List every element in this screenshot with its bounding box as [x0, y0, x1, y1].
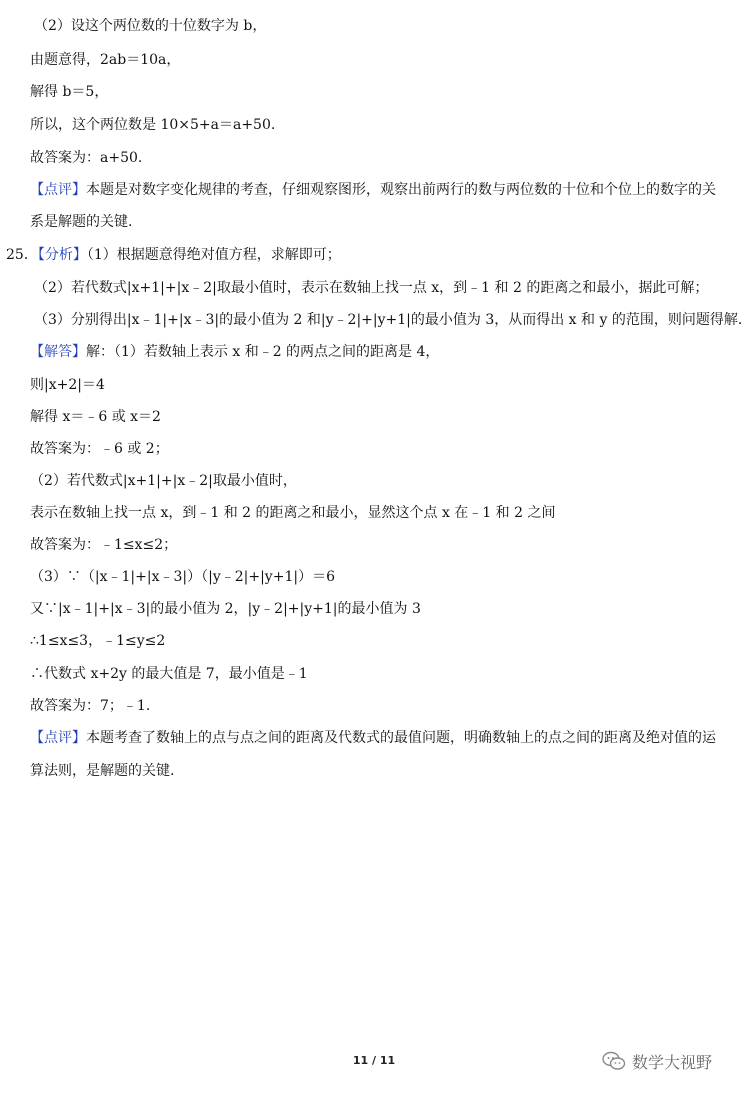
text-line: ∴1≤x≤3，﹣1≤y≤2 — [30, 633, 166, 649]
comment-tag: 【点评】 — [30, 182, 86, 198]
text-line: 本题是对数字变化规律的考查，仔细观察图形，观察出前两行的数与两位数的十位和个位上的数字的关 — [86, 182, 716, 198]
text-line: 则|x+2|＝4 — [30, 377, 105, 393]
text-line: （2）若代数式|x+1|+|x﹣2|取最小值时， — [30, 473, 297, 489]
text-line: 系是解题的关键. — [30, 214, 133, 230]
text-line: 解得 b＝5， — [30, 84, 109, 100]
text-line: 由题意得，2ab＝10a， — [30, 52, 181, 68]
text-line: 算法则，是解题的关键. — [30, 763, 175, 779]
text-line: （3）分别得出|x﹣1|+|x﹣3|的最小值为 2 和|y﹣2|+|y+1|的最小值为 3，从而得出 x 和 y 的范围，则问题得解. — [34, 312, 743, 328]
comment-tag: 【点评】 — [30, 730, 86, 746]
solution-paragraph — [30, 342, 439, 362]
watermark-text: 数学大视野 — [632, 1052, 713, 1072]
text-line: 表示在数轴上找一点 x，到﹣1 和 2 的距离之和最小，显然这个点 x 在﹣1 和 2 之间 — [30, 505, 556, 521]
analysis-tag: 【分析】 — [37, 247, 87, 263]
text-line: ∴代数式 x+2y 的最大值是 7，最小值是﹣1 — [30, 666, 308, 682]
text-line: （2）设这个两位数的十位数字为 b， — [34, 18, 267, 34]
comment-paragraph — [30, 180, 716, 200]
solution-tag: 【解答】 — [30, 344, 86, 360]
text-line: 解得 x＝﹣6 或 x＝2 — [30, 409, 161, 425]
text-line: 故答案为：﹣1≤x≤2； — [30, 537, 178, 553]
question-number: 25． — [6, 247, 38, 263]
text-line: 又∵|x﹣1|+|x﹣3|的最小值为 2，|y﹣2|+|y+1|的最小值为 3 — [30, 601, 421, 617]
comment-paragraph — [30, 728, 716, 748]
text-line: （1）根据题意得绝对值方程，求解即可； — [86, 247, 341, 263]
text-line: （3）∵（|x﹣1|+|x﹣3|）（|y﹣2|+|y+1|）＝6 — [30, 569, 335, 585]
text-line: 本题考查了数轴上的点与点之间的距离及代数式的最值问题，明确数轴上的点之间的距离及绝对值的运 — [86, 730, 716, 746]
text-line: 所以，这个两位数是 10×5+a＝a+50. — [30, 117, 276, 133]
text-line: 故答案为：7；﹣1. — [30, 698, 151, 714]
watermark — [602, 1048, 712, 1074]
page-number: 11 / 11 — [352, 1054, 396, 1067]
wechat-icon — [602, 1050, 626, 1072]
text-line: 故答案为：﹣6 或 2； — [30, 441, 169, 457]
text-line: 故答案为：a+50. — [30, 150, 143, 166]
text-line: 解：（1）若数轴上表示 x 和﹣2 的两点之间的距离是 4， — [86, 344, 440, 360]
question-25 — [6, 245, 341, 265]
text-line: （2）若代数式|x+1|+|x﹣2|取最小值时，表示在数轴上找一点 x，到﹣1 和 2 的距离之和最小，据此可解； — [34, 280, 709, 296]
